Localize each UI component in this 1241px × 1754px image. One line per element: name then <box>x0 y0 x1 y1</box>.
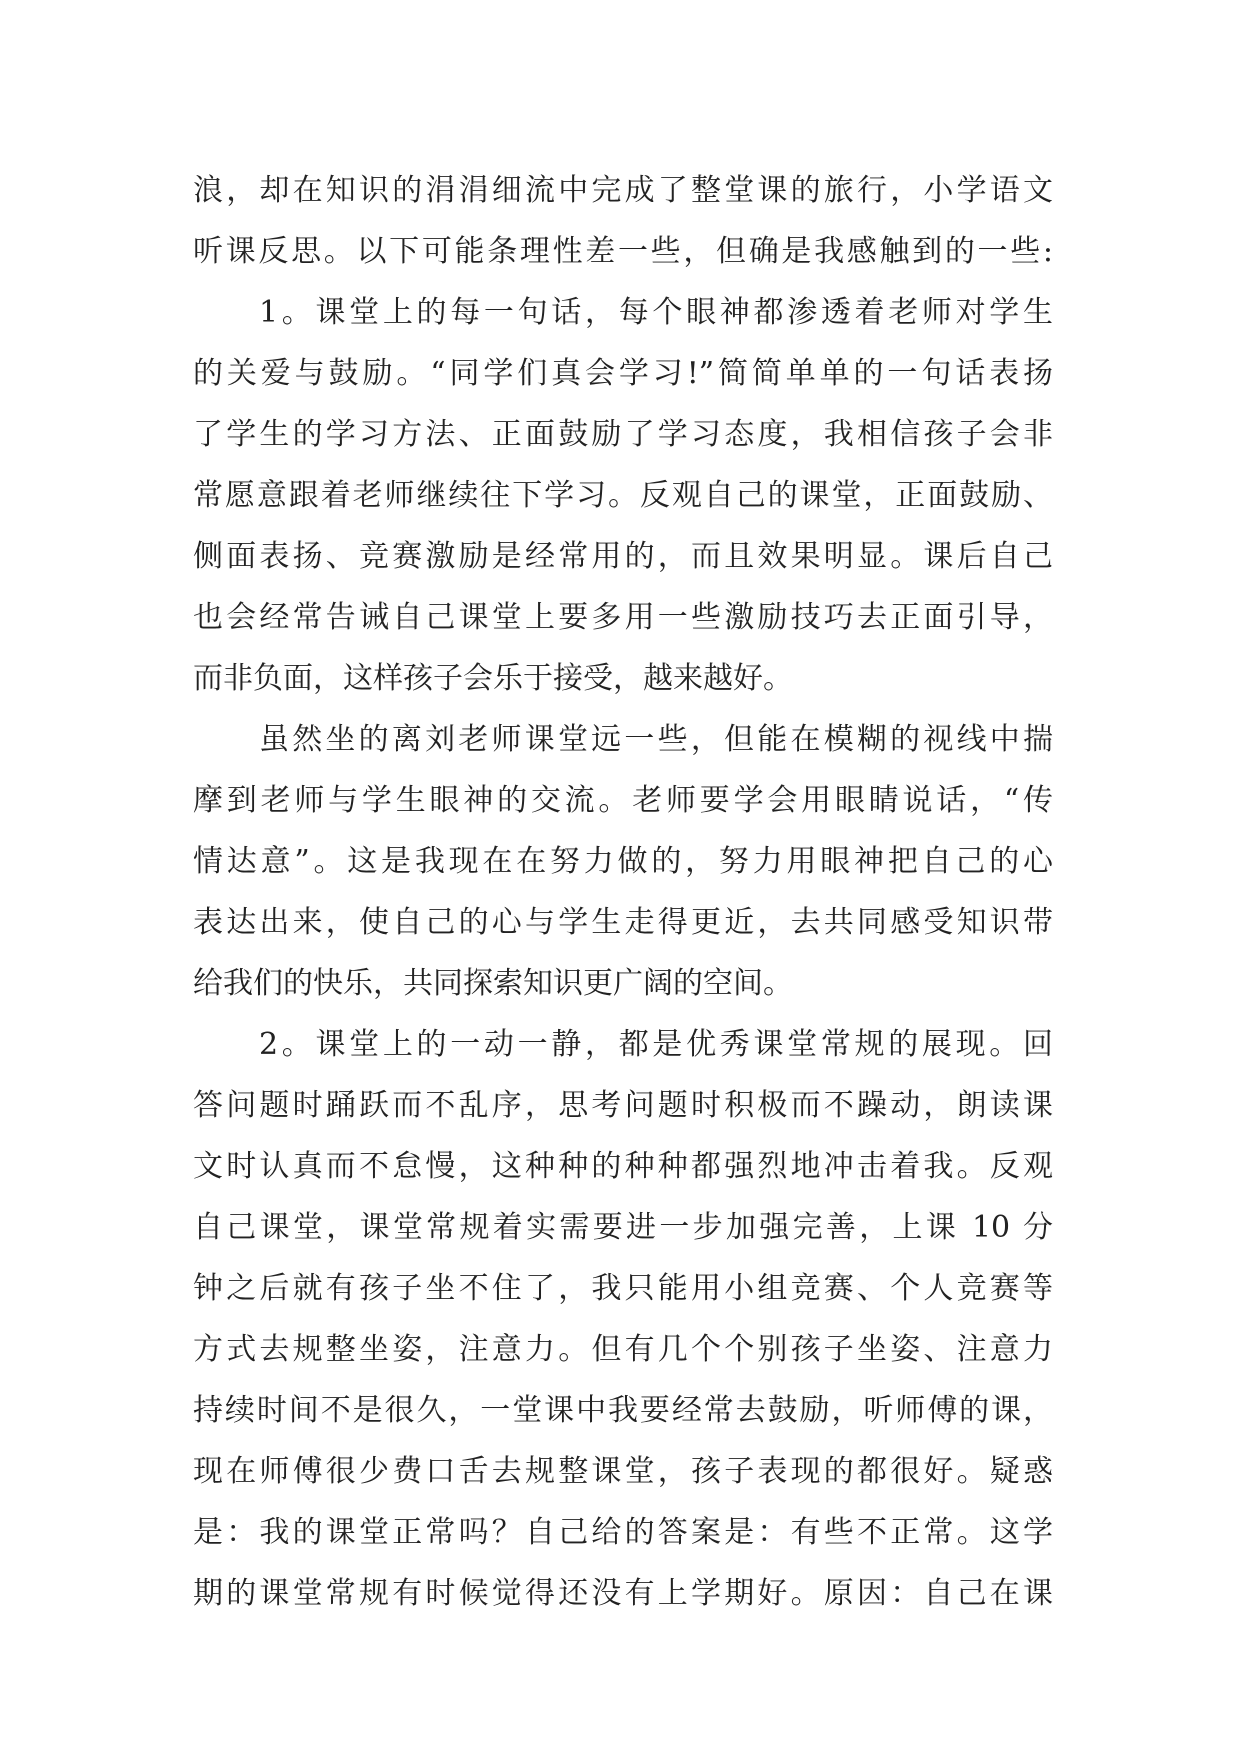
body-text <box>193 160 1053 1624</box>
text-line: 浪，却在知识的涓涓细流中完成了整堂课的旅行，小学语文 <box>193 173 1053 208</box>
text-line: 2。课堂上的一动一静，都是优秀课堂常规的展现。回 <box>259 1027 1053 1062</box>
text-line: 自己课堂，课堂常规着实需要进一步加强完善，上课 10 分 <box>193 1210 1053 1245</box>
text-line: 期的课堂常规有时候觉得还没有上学期好。原因：自己在课 <box>193 1576 1053 1611</box>
text-line: 侧面表扬、竞赛激励是经常用的，而且效果明显。课后自己 <box>193 539 1053 574</box>
text-line: 给我们的快乐，共同探索知识更广阔的空间。 <box>193 966 793 1001</box>
text-line: 也会经常告诫自己课堂上要多用一些激励技巧去正面引导， <box>193 600 1053 635</box>
text-line: 的关爱与鼓励。“同学们真会学习!”简简单单的一句话表扬 <box>193 356 1053 391</box>
text-line: 1。课堂上的每一句话，每个眼神都渗透着老师对学生 <box>259 295 1053 330</box>
text-line: 答问题时踊跃而不乱序，思考问题时积极而不躁动，朗读课 <box>193 1088 1053 1123</box>
text-line: 方式去规整坐姿，注意力。但有几个个别孩子坐姿、注意力 <box>193 1332 1053 1367</box>
text-line: 常愿意跟着老师继续往下学习。反观自己的课堂，正面鼓励、 <box>193 478 1053 513</box>
text-line: 表达出来，使自己的心与学生走得更近，去共同感受知识带 <box>193 905 1053 940</box>
text-line: 了学生的学习方法、正面鼓励了学习态度，我相信孩子会非 <box>193 417 1053 452</box>
text-line: 而非负面，这样孩子会乐于接受，越来越好。 <box>193 661 793 696</box>
text-line: 持续时间不是很久，一堂课中我要经常去鼓励，听师傅的课， <box>193 1393 1053 1428</box>
text-line: 摩到老师与学生眼神的交流。老师要学会用眼睛说话，“传 <box>193 783 1053 818</box>
text-line: 情达意”。这是我现在在努力做的，努力用眼神把自己的心 <box>193 844 1053 879</box>
text-line: 虽然坐的离刘老师课堂远一些，但能在模糊的视线中揣 <box>259 722 1053 757</box>
text-line: 听课反思。以下可能条理性差一些，但确是我感触到的一些: <box>193 234 1053 269</box>
text-line: 文时认真而不怠慢，这种种的种种都强烈地冲击着我。反观 <box>193 1149 1053 1184</box>
text-line: 现在师傅很少费口舌去规整课堂，孩子表现的都很好。疑惑 <box>193 1454 1053 1489</box>
text-line: 是：我的课堂正常吗？自己给的答案是：有些不正常。这学 <box>193 1515 1053 1550</box>
text-line: 钟之后就有孩子坐不住了，我只能用小组竞赛、个人竞赛等 <box>193 1271 1053 1306</box>
